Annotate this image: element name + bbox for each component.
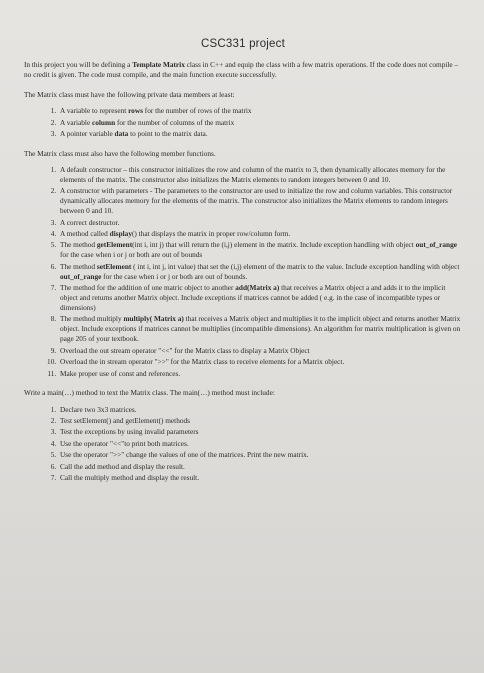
member-functions-lead: The Matrix class must also have the following member functions. — [24, 148, 216, 158]
intro-paragraph: In this project you will be defining a Template Matrix class in C++ and equip the class with a few matrix operations. If the code does not compile – no credit is given. The code must compile, and the main function execute successfully. — [24, 60, 459, 80]
list-item: 1. Declare two 3x3 matrices. — [58, 405, 462, 415]
list-item: 2. A constructor with parameters - The parameters to the constructor are used to initialize the row and column variables. This constructor dynamically allocates memory for the elements of the matrix. The constructor also initializes the Matrix elements to random integers between 0 and 10. — [58, 186, 462, 216]
private-members-lead: The Matrix class must have the following private data members at least: — [24, 90, 235, 100]
list-item: 3. Test the exceptions by using invalid parameters — [58, 427, 462, 437]
list-item: 7. Call the multiply method and display the result. — [58, 473, 462, 483]
list-item: 6. The method setElement ( int i, int j, int value) that set the (i,j) element of the matrix to the value. Include exception handling with object out_of_range for the case when i or j or both are out of bounds. — [58, 262, 462, 282]
private-members-list — [36, 106, 462, 139]
page-title: CSC331 project — [201, 38, 285, 50]
list-item: 7. The method for the addition of one matric object to another add(Matrix a) that receives a Matrix object a and adds it to the implicit object and returns another Matrix object. Include exceptions if matrices cannot be added ( e.g. in the case of incompatible types or dimensions) — [58, 283, 462, 313]
list-item: 5. The method getElement(int i, int j) that will return the (i,j) element in the matrix. Include exception handling with object out_of_range for the case when i or j or both are out of bounds — [58, 240, 462, 260]
list-item: 2. A variable column for the number of columns of the matrix — [58, 118, 462, 128]
list-item: 1. A variable to represent rows for the number of rows of the matrix — [58, 106, 462, 116]
list-item: 4. A method called display() that displays the matrix in proper row/column form. — [58, 229, 462, 239]
list-item: 5. Use the operator ">>" change the values of one of the matrices. Print the new matrix. — [58, 450, 462, 460]
list-item: 4. Use the operator "<<"to print both matrices. — [58, 439, 462, 449]
member-functions-list — [36, 165, 462, 378]
list-item: 3. A pointer variable data to point to the matrix data. — [58, 129, 462, 139]
list-item: 11. Make proper use of const and references. — [58, 369, 462, 379]
list-item: 6. Call the add method and display the result. — [58, 462, 462, 472]
list-item: 10. Overload the in stream operator ">>" for the Matrix class to receive elements for a Matrix object. — [58, 357, 462, 367]
list-item: 1. A default constructor – this constructor initializes the row and column of the matrix to 3, then dynamically allocates memory for the elements of the matrix. The constructor also initializes the Matrix elements to random integers between 0 and 10. — [58, 165, 462, 185]
list-item: 3. A correct destructor. — [58, 218, 462, 228]
main-method-lead: Write a main(…) method to text the Matrix class. The main(…) method must include: — [24, 388, 275, 398]
list-item: 2. Test setElement() and getElement() methods — [58, 416, 462, 426]
list-item: 9. Overload the out stream operator "<<" for the Matrix class to display a Matrix Object — [58, 346, 462, 356]
main-method-list — [36, 405, 462, 483]
list-item: 8. The method multiply multiply( Matrix a) that receives a Matrix object and multiplies it to the implicit object and returns another Matrix object. Include exceptions if matrices cannot be multiplies (incompatible dimensions). An algorithm for matrix multiplication is given on page 205 of your textbook. — [58, 314, 462, 344]
